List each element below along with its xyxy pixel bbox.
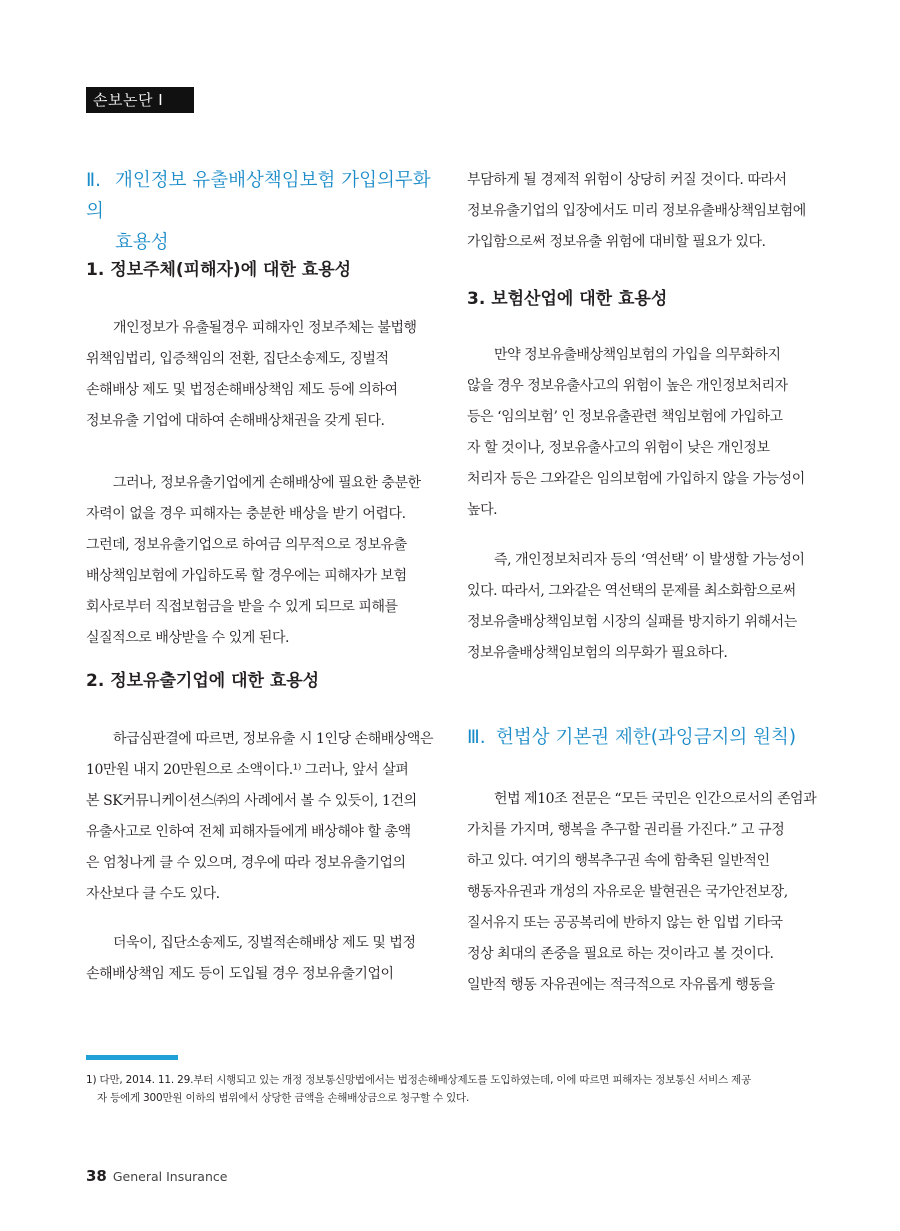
paragraph-line: 가입함으로써 정보유출 위험에 대비할 필요가 있다. xyxy=(467,234,766,250)
footnote-line1: 1) 다만, 2014. 11. 29.부터 시행되고 있는 개정 정보통신망법에서는 법정손해배상제도를 도입하였는데, 이에 따르면 피해자는 정보통신 서비스 제공 xyxy=(86,1074,752,1086)
paragraph-line: 부담하게 될 경제적 위험이 상당히 커질 것이다. 따라서 xyxy=(467,172,787,188)
paragraph-5 xyxy=(467,340,817,526)
paragraph-line: 손해배상책임 제도 등이 도입될 경우 정보유출기업이 xyxy=(86,966,394,982)
section-2-title-line1: 개인정보 유출배상책임보험 가입의무화의 xyxy=(86,170,431,222)
page-footer xyxy=(86,1166,227,1185)
publication-name: General Insurance xyxy=(112,1169,228,1184)
paragraph-line: 정보유출기업의 입장에서도 미리 정보유출배상책임보험에 xyxy=(467,203,806,219)
paragraph-line: 실질적으로 배상받을 수 있게 된다. xyxy=(86,630,290,646)
paragraph-1 xyxy=(86,313,436,437)
paragraph-line: 더욱이, 집단소송제도, 징벌적손해배상 제도 및 법정 xyxy=(113,935,416,951)
paragraph-line: 자산보다 클 수도 있다. xyxy=(86,886,220,902)
section-tag: 손보논단 I xyxy=(86,87,194,113)
paragraph-line: 하고 있다. 여기의 행복추구권 속에 함축된 일반적인 xyxy=(467,853,770,869)
paragraph-line: 개인정보가 유출될경우 피해자인 정보주체는 불법행 xyxy=(113,320,417,336)
footnote-line2: 자 등에게 300만원 이하의 범위에서 상당한 금액을 손해배상금으로 청구할 수 있다. xyxy=(97,1092,470,1104)
paragraph-line: 은 엄청나게 클 수 있으며, 경우에 따라 정보유출기업의 xyxy=(86,855,406,871)
paragraph-line: 자 할 것이나, 정보유출사고의 위험이 낮은 개인정보 xyxy=(467,440,770,456)
paragraph-line: 등은 ‘임의보험’ 인 정보유출관련 책임보험에 가입하고 xyxy=(467,409,783,425)
paragraph-line: 그러나, 정보유출기업에게 손해배상에 필요한 충분한 xyxy=(113,475,421,491)
paragraph-line: 질서유지 또는 공공복리에 반하지 않는 한 입법 기타국 xyxy=(467,915,783,931)
footnote-divider xyxy=(86,1055,178,1060)
paragraph-line: 가치를 가지며, 행복을 추구할 권리를 가진다.” 고 규정 xyxy=(467,822,785,838)
paragraph-line: 손해배상 제도 및 법정손해배상책임 제도 등에 의하여 xyxy=(86,382,398,398)
paragraph-line: 위책임법리, 입증책임의 전환, 집단소송제도, 징벌적 xyxy=(86,351,389,367)
paragraph-line: 있다. 따라서, 그와같은 역선택의 문제를 최소화함으로써 xyxy=(467,583,796,599)
paragraph-line: 자력이 없을 경우 피해자는 충분한 배상을 받기 어렵다. xyxy=(86,506,406,522)
page-number: 38 xyxy=(86,1167,107,1185)
paragraph-line: 일반적 행동 자유권에는 적극적으로 자유롭게 행동을 xyxy=(467,977,775,993)
paragraph-7 xyxy=(467,784,817,1001)
paragraph-line: 10만원 내지 20만원으로 소액이다.¹⁾ 그러나, 앞서 살펴 xyxy=(86,762,409,778)
paragraph-line: 행동자유권과 개성의 자유로운 발현권은 국가안전보장, xyxy=(467,884,788,900)
paragraph-continued xyxy=(467,165,817,258)
paragraph-line: 회사로부터 직접보험금을 받을 수 있게 되므로 피해를 xyxy=(86,599,398,615)
paragraph-line: 높다. xyxy=(467,502,498,518)
section-3-title: 헌법상 기본권 제한(과잉금지의 원칙) xyxy=(496,727,797,748)
section-3-heading xyxy=(467,722,827,753)
paragraph-4 xyxy=(86,928,436,990)
section-3-number: Ⅲ. xyxy=(467,727,486,748)
paragraph-line: 즉, 개인정보처리자 등의 ‘역선택’ 이 발생할 가능성이 xyxy=(494,552,805,568)
paragraph-line: 본 SK커뮤니케이션스㈜의 사례에서 볼 수 있듯이, 1건의 xyxy=(86,793,417,809)
paragraph-line: 처리자 등은 그와같은 임의보험에 가입하지 않을 가능성이 xyxy=(467,471,805,487)
paragraph-line: 정상 최대의 존중을 필요로 하는 것이라고 볼 것이다. xyxy=(467,946,774,962)
paragraph-line: 그런데, 정보유출기업으로 하여금 의무적으로 정보유출 xyxy=(86,537,407,553)
section-2-heading xyxy=(86,165,446,258)
paragraph-line: 정보유출 기업에 대하여 손해배상채권을 갖게 된다. xyxy=(86,413,385,429)
paragraph-line: 하급심판결에 따르면, 정보유출 시 1인당 손해배상액은 xyxy=(113,731,434,747)
paragraph-line: 만약 정보유출배상책임보험의 가입을 의무화하지 xyxy=(494,347,781,363)
paragraph-line: 정보유출배상책임보험의 의무화가 필요하다. xyxy=(467,645,728,661)
section-2-number: Ⅱ. xyxy=(86,170,101,191)
section-2-title-line2: 효용성 xyxy=(115,232,169,253)
subsection-2-heading: 2. 정보유출기업에 대한 효용성 xyxy=(86,671,320,691)
paragraph-line: 헌법 제10조 전문은 “모든 국민은 인간으로서의 존엄과 xyxy=(494,791,817,807)
subsection-3-heading: 3. 보험산업에 대한 효용성 xyxy=(467,289,668,309)
paragraph-line: 배상책임보험에 가입하도록 할 경우에는 피해자가 보험 xyxy=(86,568,407,584)
paragraph-line: 않을 경우 정보유출사고의 위험이 높은 개인정보처리자 xyxy=(467,378,788,394)
paragraph-line: 유출사고로 인하여 전체 피해자들에게 배상해야 할 총액 xyxy=(86,824,411,840)
paragraph-line: 정보유출배상책임보험 시장의 실패를 방지하기 위해서는 xyxy=(467,614,797,630)
paragraph-3 xyxy=(86,724,436,910)
footnote xyxy=(86,1071,821,1107)
paragraph-6 xyxy=(467,545,817,669)
subsection-1-heading: 1. 정보주체(피해자)에 대한 효용성 xyxy=(86,260,352,280)
paragraph-2 xyxy=(86,468,436,654)
